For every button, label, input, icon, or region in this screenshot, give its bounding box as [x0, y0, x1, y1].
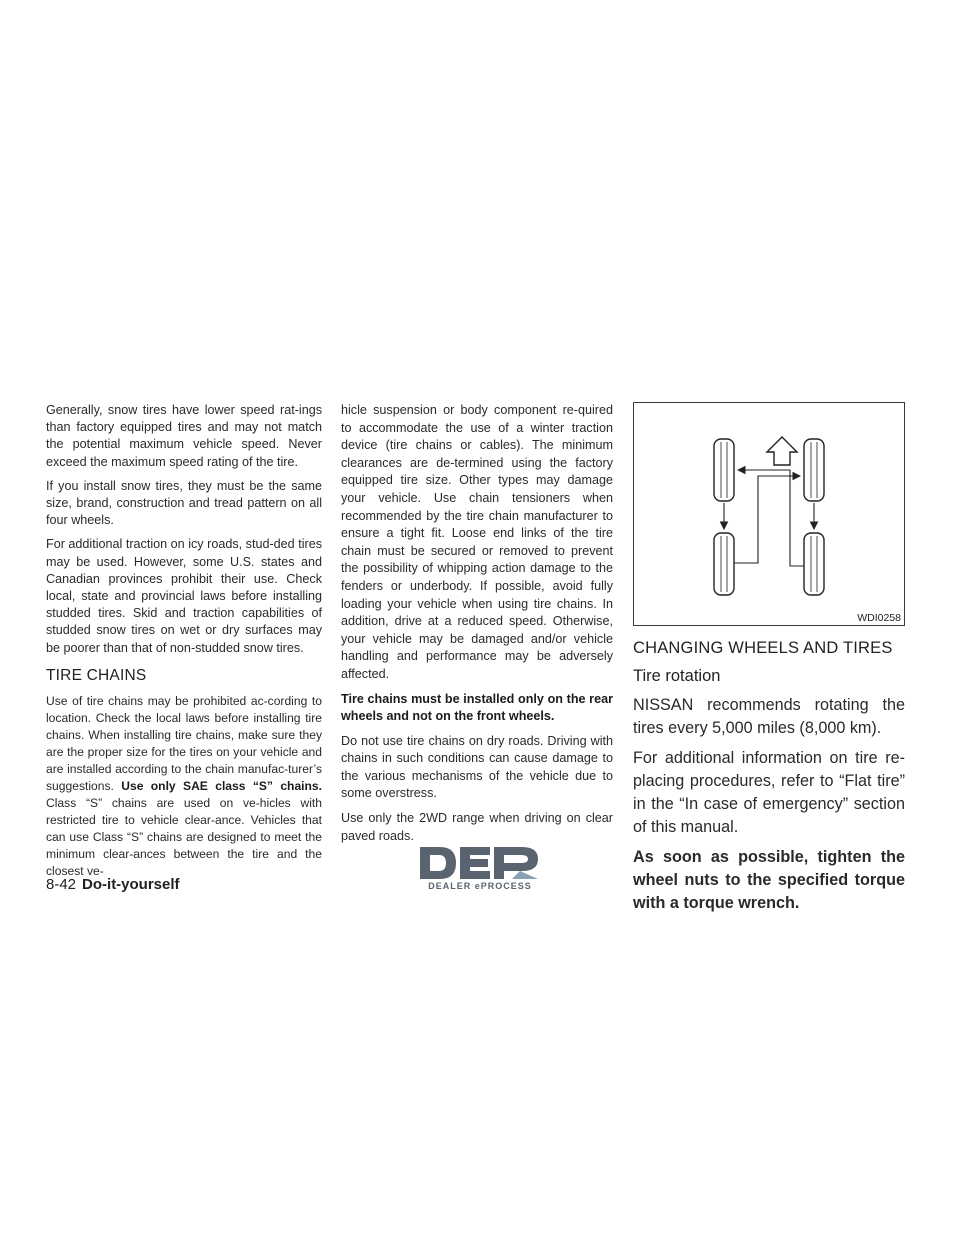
paragraph-snow-speed: Generally, snow tires have lower speed rat-ings than factory equipped tires and may not match the potential maximum vehicle speed. Never exceed the maximum speed rating of the tire. [46, 403, 322, 469]
rear-right-tire-icon [804, 533, 824, 595]
heading-tire-chains: TIRE CHAINS [46, 666, 147, 684]
paragraph-studded: For additional traction on icy roads, stud-ded tires may be used. However, some U.S. states and Canadian provinces prohibit their use. Check local, state and provincial laws before installing studded tires. Skid and traction capabilities of studded snow tires on wet or dry surfaces may be poorer than that of non-studded snow tires. [46, 537, 322, 655]
chains-text-start: Use of tire chains may be prohibited ac-cording to location. Check the local laws before installing tire chains. When installing tire chains, make sure they are the proper size for the tires on your vehicle and are installed according to the chain manufac-turer’s suggestions. [46, 694, 322, 794]
front-right-tire-icon [804, 439, 824, 501]
rear-wheels-bold: Tire chains must be installed only on the rear wheels and not on the front wheels. [341, 691, 613, 724]
chains-text-bold: Use only SAE class “S” chains. [121, 779, 322, 794]
column-2 [341, 402, 613, 852]
tire-rotation-figure [633, 402, 905, 626]
page-footer [46, 876, 180, 893]
forward-arrow-icon [767, 437, 797, 465]
heading-changing-wheels: CHANGING WHEELS AND TIRES [633, 639, 893, 657]
paragraph-rotation-interval: NISSAN recommends rotating the tires every 5,000 miles (8,000 km). [633, 696, 905, 737]
paragraph-chain-clearance: hicle suspension or body component re-quired to accommodate the use of a winter traction device (tire chains or cables). The minimum clearances are de-termined using the factory equipped tire size. Other types may damage your vehicle. Use chain tensioners when recommended by the tire chain manufacturer to ensure a tight fit. Loose end links of the tire chain must be secured or removed to prevent the possibility of whipping action damage to the fenders or underbody. If possible, avoid fully loading your vehicle when using tire chains. In addition, drive at a reduced speed. Otherwise, your vehicle may be damaged and/or vehicle handling and performance may be adversely affected. [341, 403, 613, 681]
paragraph-replacing-reference: For additional information on tire re-placing procedures, refer to “Flat tire” in the “In case of emergency” section of this manual. [633, 749, 905, 836]
column-3 [633, 402, 905, 922]
section-name: Do-it-yourself [82, 876, 180, 893]
subheading-tire-rotation: Tire rotation [633, 667, 721, 685]
arrow-rear-right-to-front-left [738, 470, 804, 566]
chains-text-end: Class “S” chains are used on ve-hicles with restricted tire to vehicle clear-ance. Vehicles that can use Class “S” chains are designed to meet the minimum clear-ances between the tire and the closest ve- [46, 796, 322, 879]
tire-rotation-diagram [634, 403, 904, 625]
paragraph-snow-size: If you install snow tires, they must be the same size, brand, construction and tread pattern on all four wheels. [46, 478, 322, 528]
page-number: 8-42 [46, 876, 77, 893]
figure-id: WDI0258 [857, 612, 901, 624]
column-1 [46, 402, 322, 887]
dealer-eprocess-logo [416, 843, 544, 895]
rear-left-tire-icon [714, 533, 734, 595]
paragraph-torque-warning: As soon as possible, tighten the wheel nuts to the specified torque with a torque wrench. [633, 848, 905, 912]
front-left-tire-icon [714, 439, 734, 501]
paragraph-chains [46, 693, 322, 880]
paragraph-2wd: Use only the 2WD range when driving on clear paved roads. [341, 811, 613, 843]
paragraph-dry-roads: Do not use tire chains on dry roads. Driving with chains in such conditions can cause damage to the various mechanisms of the vehicle due to some overstress. [341, 733, 613, 801]
paragraph-rear-wheels-warning [341, 691, 613, 726]
logo-tagline: DEALER ePROCESS [428, 881, 532, 891]
